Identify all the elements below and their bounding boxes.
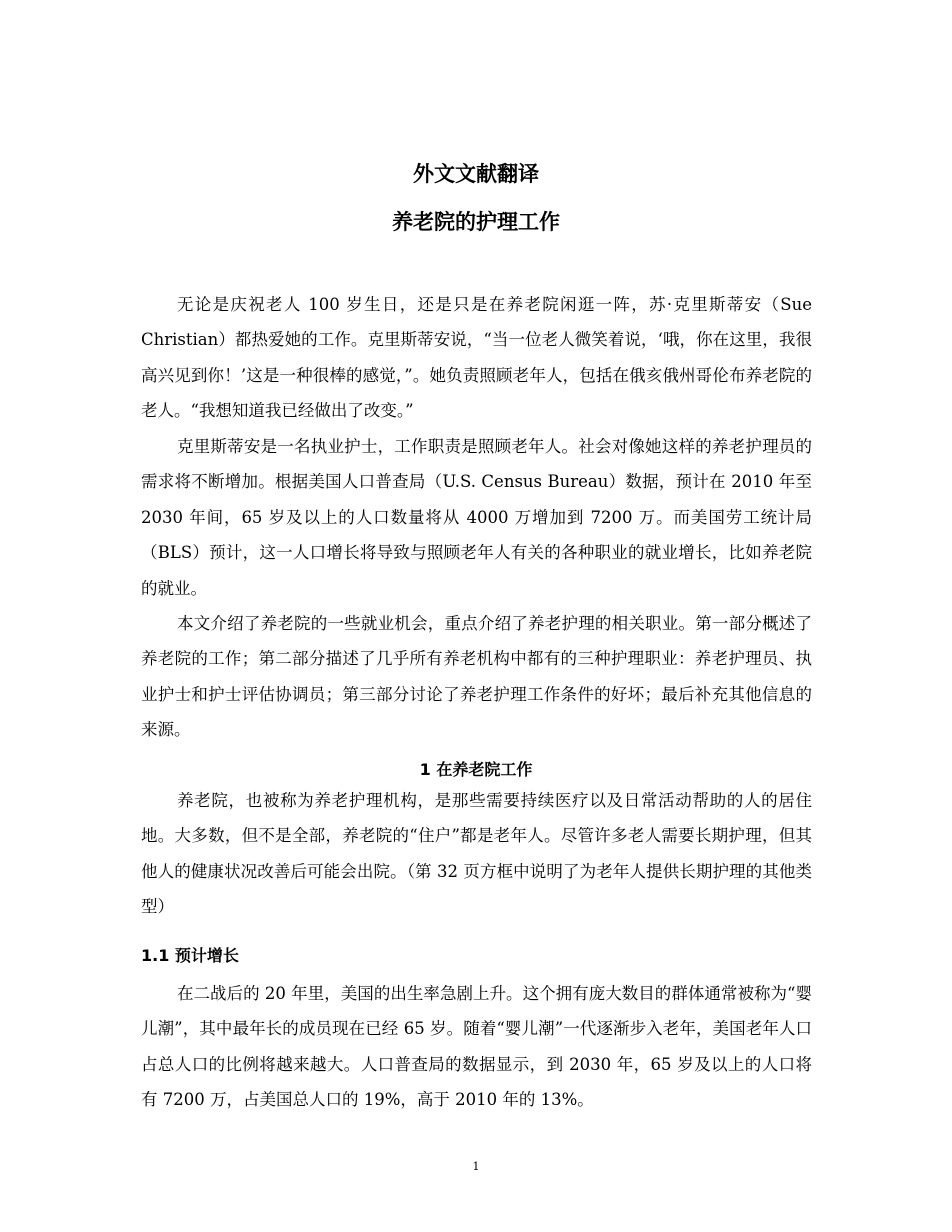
intro-paragraph-2: 克里斯蒂安是一名执业护士，工作职责是照顾老年人。社会对像她这样的养老护理员的需求将不断增加。根据美国人口普查局（U.S. Census Bureau）数据，预计在 2010 年至 2030 年间，65 岁及以上的人口数量将从 4000 万增加到 7200 万。而美国劳工统计局（BLS）预计，这一人口增长将导致与照顾老年人有关的各种职业的就业增长，比如养老院的就业。 [141, 437, 812, 598]
document-subtitle: 养老院的护理工作 [392, 210, 560, 234]
section-1-1-paragraph: 在二战后的 20 年里，美国的出生率急剧上升。这个拥有庞大数目的群体通常被称为“婴儿潮”，其中最年长的成员现在已经 65 岁。随着“婴儿潮”一代逐渐步入老年，美国老年人口占总人口的比例将越来越大。人口普查局的数据显示，到 2030 年，65 岁及以上的人口将有 7200 万，占美国总人口的 19%，高于 2010 年的 13%。 [141, 984, 812, 1110]
section-heading-1-1: 1.1 预计增长 [141, 946, 239, 965]
section-1-paragraph: 养老院，也被称为养老护理机构，是那些需要持续医疗以及日常活动帮助的人的居住地。大多数，但不是全部，养老院的“住户”都是老年人。尽管许多老人需要长期护理，但其他人的健康状况改善后可能会出院。（第 32 页方框中说明了为老年人提供长期护理的其他类型） [141, 791, 812, 917]
document-title: 外文文献翻译 [413, 162, 539, 186]
section-heading-1: 1 在养老院工作 [419, 760, 533, 779]
intro-paragraph-3: 本文介绍了养老院的一些就业机会，重点介绍了养老护理的相关职业。第一部分概述了养老院的工作；第二部分描述了几乎所有养老机构中都有的三种护理职业：养老护理员、执业护士和护士评估协调员；第三部分讨论了养老护理工作条件的好坏；最后补充其他信息的来源。 [141, 614, 812, 740]
page-number: 1 [472, 1160, 480, 1173]
intro-paragraph-1: 无论是庆祝老人 100 岁生日，还是只是在养老院闲逛一阵，苏·克里斯蒂安（Sue Christian）都热爱她的工作。克里斯蒂安说，“当一位老人微笑着说，‘哦，你在这里，我很高兴见到你！’这是一种很棒的感觉，”。她负责照顾老年人，包括在俄亥俄州哥伦布养老院的老人。“我想知道我已经做出了改变。” [141, 295, 812, 421]
